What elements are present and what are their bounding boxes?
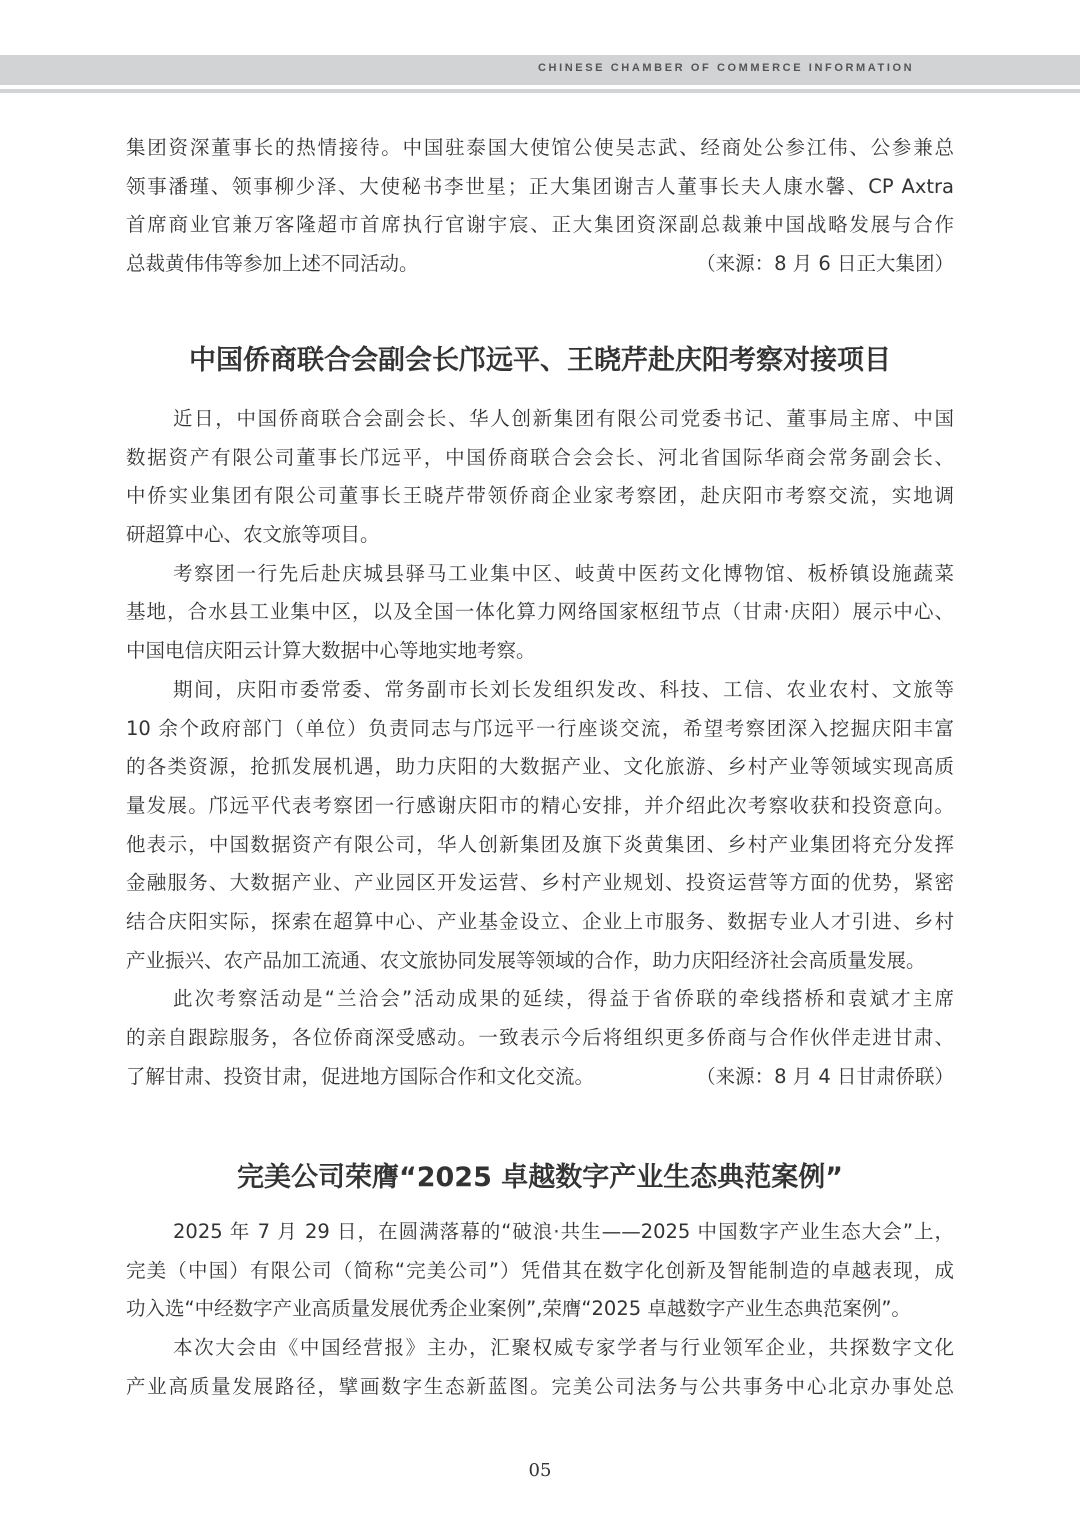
source-citation: （来源：8 月 4 日甘肃侨联） [696,1064,954,1088]
header-rule [0,89,1080,93]
text-line: 中国电信庆阳云计算大数据中心等地实地考察。 [126,639,536,663]
text-line [126,1058,954,1097]
text-line: 量发展。邝远平代表考察团一行感谢庆阳市的精心安排，并介绍此次考察收获和投资意向。 [126,793,954,817]
publication-banner: CHINESE CHAMBER OF COMMERCE INFORMATION [538,62,915,74]
text-line: 产业高质量发展路径，擘画数字生态新蓝图。完美公司法务与公共事务中心北京办事处总 [126,1374,954,1398]
text-line: 数据资产有限公司董事长邝远平，中国侨商联合会会长、河北省国际华商会常务副会长、 [126,445,954,469]
text-line: 此次考察活动是“兰洽会”活动成果的延续，得益于省侨联的牵线搭桥和袁斌才主席 [173,987,954,1011]
text-line: 本次大会由《中国经营报》主办，汇聚权威专家学者与行业领军企业，共探数字文化 [173,1336,954,1360]
text-line: 产业振兴、农产品加工流通、农文旅协同发展等领域的合作，助力庆阳经济社会高质量发展。 [126,948,926,972]
text-line: 功入选“中经数字产业高质量发展优秀企业案例”,荣膺“2025 卓越数字产业生态典范案例”。 [126,1297,911,1321]
article-title-2: 完美公司荣膺“2025 卓越数字产业生态典范案例” [236,1162,844,1193]
text-line [126,245,954,284]
article-body-2 [126,1213,954,1406]
text-line: 2025 年 7 月 29 日，在圆满落幕的“破浪·共生——2025 中国数字产业生态大会”上， [173,1220,954,1243]
text-line: 考察团一行先后赴庆城县驿马工业集中区、岐黄中医药文化博物馆、板桥镇设施蔬菜 [173,561,954,585]
text-line: 首席商业官兼万客隆超市首席执行官谢宇宸、正大集团资深副总裁兼中国战略发展与合作 [126,213,954,237]
text-line-content: 了解甘肃、投资甘肃，促进地方国际合作和文化交流。 [126,1064,595,1088]
text-line: 近日，中国侨商联合会副会长、华人创新集团有限公司党委书记、董事局主席、中国 [173,407,954,430]
text-line: 完美（中国）有限公司（简称“完美公司”）凭借其在数字化创新及智能制造的卓越表现，成 [126,1258,954,1282]
text-line: 的各类资源，抢抓发展机遇，助力庆阳的大数据产业、文化旅游、乡村产业等领域实现高质 [126,755,954,779]
article-body-1 [126,400,954,1096]
text-line-content: 总裁黄伟伟等参加上述不同活动。 [126,252,419,276]
text-line: 10 余个政府部门（单位）负责同志与邝远平一行座谈交流，希望考察团深入挖掘庆阳丰富 [126,716,954,740]
text-line: 结合庆阳实际，探索在超算中心、产业基金设立、企业上市服务、数据专业人才引进、乡村 [126,909,954,933]
text-line: 的亲自跟踪服务，各位侨商深受感动。一致表示今后将组织更多侨商与合作伙伴走进甘肃、 [126,1026,954,1049]
text-line: 领事潘瑾、领事柳少泽、大使秘书李世星；正大集团谢吉人董事长夫人康水馨、CP Axtra [126,174,954,198]
article-continuation [126,129,954,284]
text-line: 集团资深董事长的热情接待。中国驻泰国大使馆公使吴志武、经商处公参江伟、公参兼总 [126,136,954,159]
text-line: 基地，合水县工业集中区，以及全国一体化算力网络国家枢纽节点（甘肃·庆阳）展示中心、 [126,600,954,624]
article-title-1: 中国侨商联合会副会长邝远平、王晓芹赴庆阳考察对接项目 [189,345,891,376]
page-number: 05 [528,1460,552,1481]
text-line: 金融服务、大数据产业、产业园区开发运营、乡村产业规划、投资运营等方面的优势，紧密 [126,871,954,895]
text-line: 期间，庆阳市委常委、常务副市长刘长发组织发改、科技、工信、农业农村、文旅等 [173,677,954,701]
text-line: 研超算中心、农文旅等项目。 [126,523,380,547]
text-line: 中侨实业集团有限公司董事长王晓芹带领侨商企业家考察团，赴庆阳市考察交流，实地调 [126,484,954,508]
source-citation: （来源：8 月 6 日正大集团） [696,252,954,276]
text-line: 他表示，中国数据资产有限公司，华人创新集团及旗下炎黄集团、乡村产业集团将充分发挥 [126,832,954,856]
